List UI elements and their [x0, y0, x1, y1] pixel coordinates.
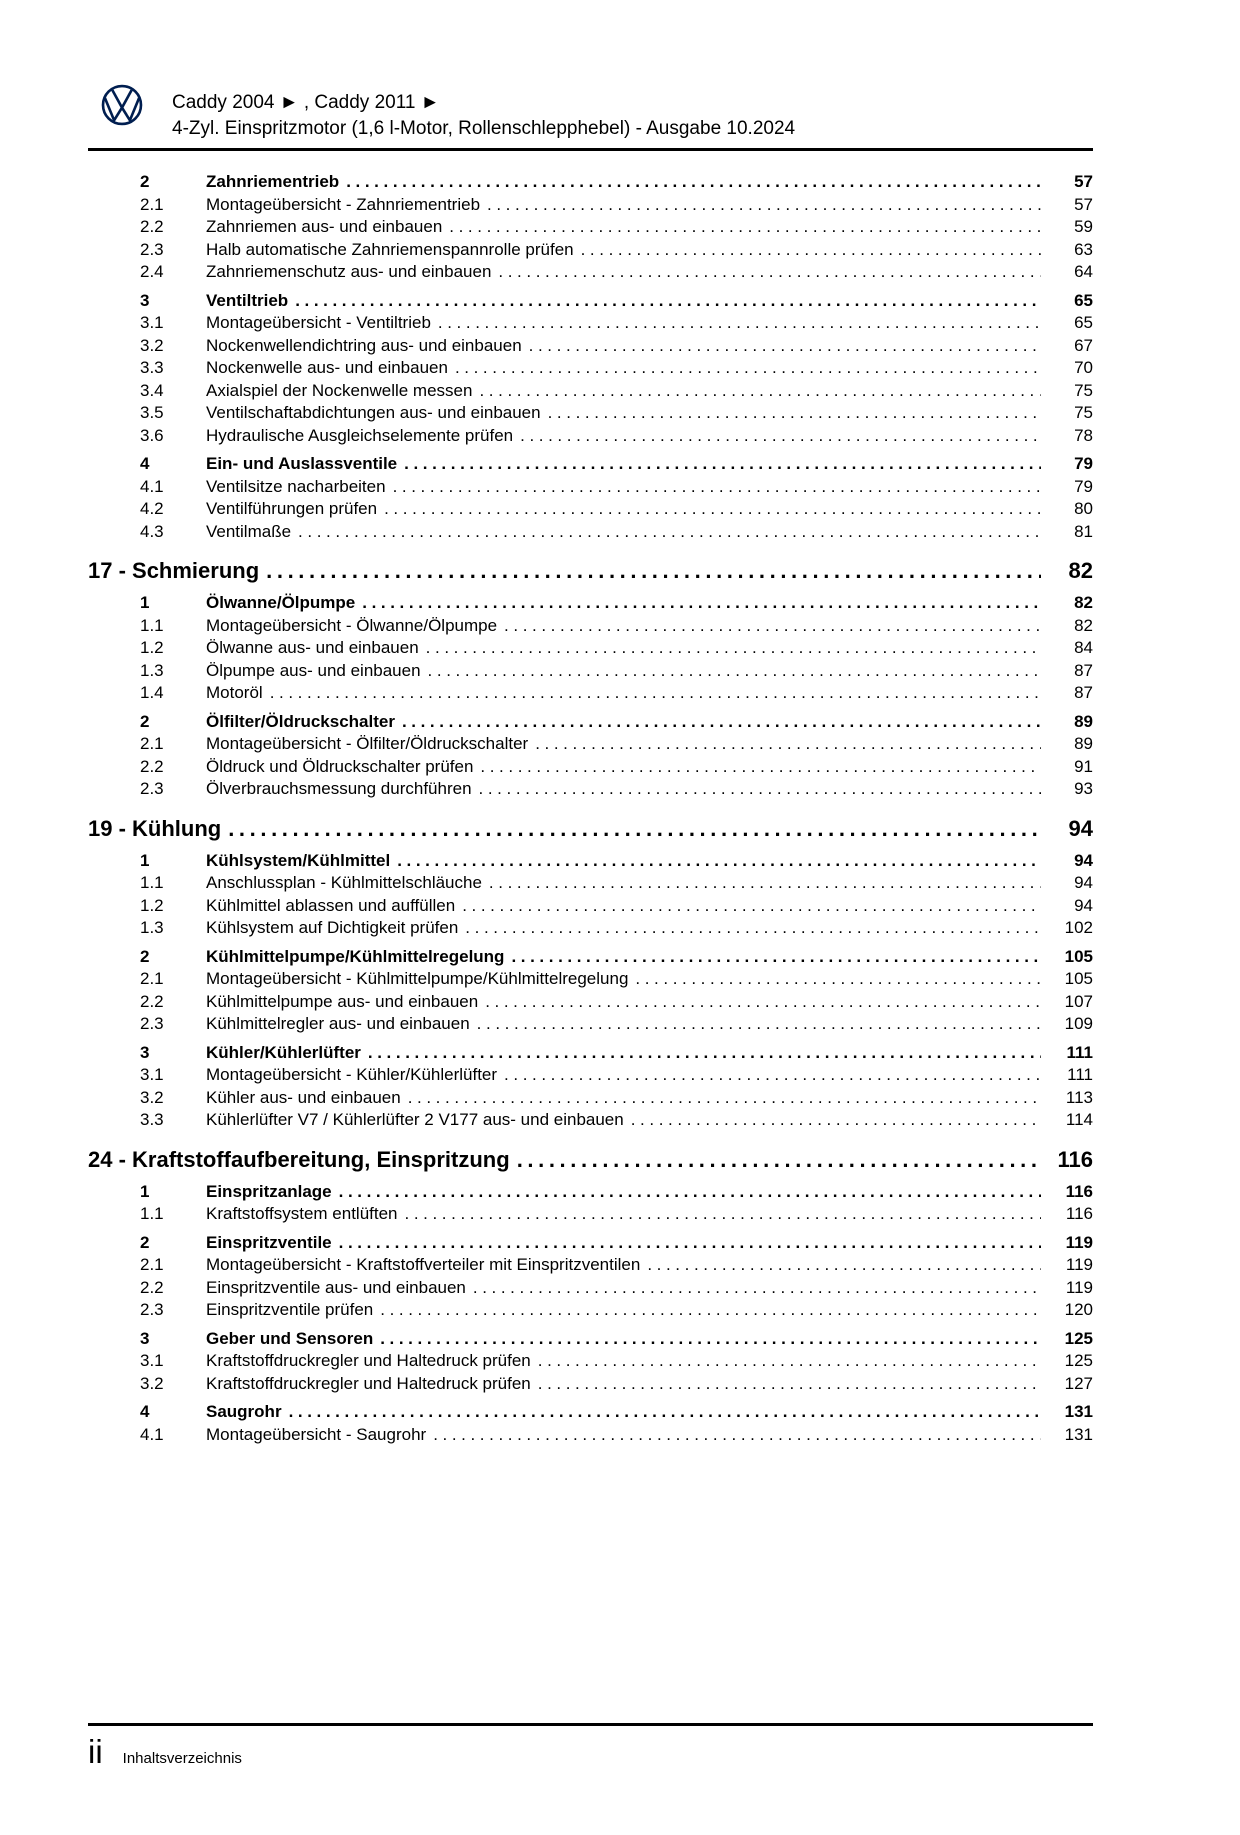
toc-page-number: 131: [1064, 1402, 1093, 1421]
toc-page-number: 131: [1064, 1424, 1093, 1444]
toc-entry-row: [88, 425, 1093, 448]
toc-entry-number: 2: [140, 172, 150, 191]
dot-leader: [298, 521, 1041, 544]
toc-entry-title: Ventilsitze nacharbeiten: [206, 476, 386, 496]
toc-page-number: 87: [1074, 660, 1093, 680]
toc-entry-number: 3.5: [140, 403, 164, 422]
toc-entry-title: Kühler aus- und einbauen: [206, 1087, 401, 1107]
toc-entry-number: 2.2: [140, 1277, 164, 1297]
toc-entry-title: Ventilmaße: [206, 521, 292, 541]
toc-page-number: 93: [1074, 779, 1093, 798]
toc-entry-number: 3: [140, 290, 150, 310]
toc-page-number: 91: [1074, 756, 1093, 776]
toc-page-number: 119: [1065, 1232, 1093, 1252]
toc-entry-title: Motoröl: [206, 683, 263, 702]
toc-entry-row: [88, 312, 1093, 335]
dot-leader: [397, 850, 1041, 873]
footer-label: Inhaltsverzeichnis: [122, 1750, 242, 1767]
dot-leader: [480, 756, 1041, 779]
toc-entry-row: [88, 171, 1093, 194]
toc-entry-title: Ein- und Auslassventile: [206, 454, 398, 473]
dot-leader: [479, 778, 1041, 801]
toc-page-number: 84: [1074, 638, 1093, 657]
toc-entry-number: 3.1: [140, 1351, 164, 1370]
toc-entry-row: [88, 682, 1093, 705]
toc-page-number: 94: [1068, 815, 1093, 841]
dot-leader: [504, 1064, 1041, 1087]
toc-entry-row: [88, 357, 1093, 380]
dot-leader: [581, 239, 1041, 262]
dot-leader: [428, 660, 1041, 683]
toc-entry-title: Ölpumpe aus- und einbauen: [206, 660, 421, 680]
dot-leader: [380, 1328, 1041, 1351]
toc-entry-title: Kraftstoffdruckregler und Haltedruck prüfen: [206, 1373, 531, 1393]
dot-leader: [266, 557, 1041, 585]
toc-page-number: 114: [1065, 1110, 1093, 1129]
page-footer: [88, 1723, 1093, 1769]
toc-page-number: 113: [1065, 1087, 1093, 1107]
toc-entry-row: [88, 592, 1093, 615]
toc-page-number: 105: [1064, 969, 1093, 988]
toc-entry-title: Kühler/Kühlerlüfter: [206, 1042, 361, 1062]
toc-entry-title: Halb automatische Zahnriemenspannrolle prüfen: [206, 239, 574, 259]
dot-leader: [511, 946, 1041, 969]
toc-entry-row: [88, 1013, 1093, 1036]
toc-entry-number: 1.1: [140, 615, 164, 635]
toc-entry-number: 3.1: [140, 313, 164, 332]
dot-leader: [462, 895, 1041, 918]
toc-entry-title: Zahnriemenschutz aus- und einbauen: [206, 262, 492, 281]
toc-page-number: 89: [1074, 734, 1093, 753]
dot-leader: [473, 1277, 1041, 1300]
toc-entry-title: Montageübersicht - Kraftstoffverteiler mit Einspritzventilen: [206, 1255, 641, 1274]
toc-entry-row: [88, 1203, 1093, 1226]
toc-entry-number: 2.1: [140, 1255, 164, 1274]
toc-entry-number: 4.1: [140, 1424, 164, 1444]
dot-leader: [384, 498, 1041, 521]
dot-leader: [548, 402, 1041, 425]
toc-chapter-row: [88, 1146, 1093, 1174]
toc-entry-row: [88, 335, 1093, 358]
toc-entry-row: [88, 498, 1093, 521]
toc-page-number: 78: [1074, 425, 1093, 445]
toc-entry-title: Kraftstoffsystem entlüften: [206, 1204, 398, 1223]
dot-leader: [485, 991, 1041, 1014]
toc-entry-title: Ölwanne/Ölpumpe: [206, 593, 356, 612]
dot-leader: [438, 312, 1041, 335]
toc-entry-row: [88, 1087, 1093, 1110]
toc-entry-row: [88, 521, 1093, 544]
dot-leader: [479, 380, 1041, 403]
toc-page-number: 125: [1064, 1328, 1093, 1348]
toc-page-number: 65: [1074, 313, 1093, 332]
toc-entry-title: Montageübersicht - Kühlmittelpumpe/Kühlmittelregelung: [206, 969, 629, 988]
toc-entry-number: 3.1: [140, 1065, 164, 1084]
footer-page-number: ii: [88, 1733, 103, 1770]
toc-chapter-title: 17 - Schmierung: [88, 558, 260, 583]
toc-page-number: 119: [1065, 1277, 1093, 1297]
toc-page-number: 82: [1074, 615, 1093, 635]
vw-logo-icon: [101, 84, 143, 131]
dot-leader: [465, 917, 1041, 940]
toc-entry-number: 1: [140, 850, 150, 870]
toc-entry-number: 2.4: [140, 262, 164, 281]
dot-leader: [346, 171, 1041, 194]
dot-leader: [487, 194, 1041, 217]
dot-leader: [517, 1146, 1041, 1174]
toc-entry-title: Zahnriemen aus- und einbauen: [206, 217, 443, 236]
toc-entry-row: [88, 1042, 1093, 1065]
toc-entry-title: Kraftstoffdruckregler und Haltedruck prüfen: [206, 1351, 531, 1370]
dot-leader: [405, 1203, 1042, 1226]
toc-entry-row: [88, 239, 1093, 262]
dot-leader: [339, 1181, 1041, 1204]
toc-entry-row: [88, 1232, 1093, 1255]
toc-entry-title: Axialspiel der Nockenwelle messen: [206, 380, 473, 400]
toc-page-number: 111: [1066, 1042, 1093, 1062]
dot-leader: [426, 637, 1041, 660]
dot-leader: [647, 1254, 1041, 1277]
toc-page-number: 105: [1064, 946, 1093, 966]
toc-page-number: 70: [1074, 358, 1093, 377]
toc-entry-number: 1: [140, 593, 150, 612]
toc: [88, 171, 1093, 1446]
dot-leader: [535, 733, 1041, 756]
toc-entry-title: Montageübersicht - Ölfilter/Öldruckschalter: [206, 734, 529, 753]
dot-leader: [289, 1401, 1041, 1424]
toc-entry-title: Nockenwelle aus- und einbauen: [206, 358, 448, 377]
dot-leader: [295, 290, 1041, 313]
toc-entry-row: [88, 850, 1093, 873]
toc-entry-number: 2.1: [140, 969, 164, 988]
toc-entry-title: Saugrohr: [206, 1402, 282, 1421]
toc-entry-number: 2.3: [140, 779, 164, 798]
toc-page-number: 102: [1064, 918, 1093, 937]
toc-entry-number: 3.3: [140, 1110, 164, 1129]
toc-page-number: 111: [1067, 1065, 1093, 1084]
toc-page-number: 87: [1074, 683, 1093, 702]
dot-leader: [529, 335, 1041, 358]
toc-page-number: 79: [1074, 454, 1093, 473]
toc-entry-number: 3.2: [140, 335, 164, 355]
dot-leader: [477, 1013, 1041, 1036]
toc-entry-number: 2.2: [140, 217, 164, 236]
toc-entry-row: [88, 1328, 1093, 1351]
toc-entry-title: Nockenwellendichtring aus- und einbauen: [206, 335, 522, 355]
toc-page-number: 125: [1064, 1351, 1093, 1370]
toc-entry-row: [88, 660, 1093, 683]
toc-entry-row: [88, 453, 1093, 476]
dot-leader: [393, 476, 1041, 499]
toc-entry-title: Einspritzventile: [206, 1232, 332, 1252]
toc-entry-number: 1.3: [140, 918, 164, 937]
toc-entry-number: 1.2: [140, 638, 164, 657]
toc-entry-row: [88, 733, 1093, 756]
toc-page-number: 67: [1074, 335, 1093, 355]
toc-entry-number: 3: [140, 1328, 150, 1348]
toc-page-number: 75: [1074, 403, 1093, 422]
toc-entry-title: Kühlsystem auf Dichtigkeit prüfen: [206, 918, 459, 937]
toc-entry-row: [88, 476, 1093, 499]
dot-leader: [270, 682, 1041, 705]
toc-entry-title: Anschlussplan - Kühlmittelschläuche: [206, 873, 482, 892]
toc-entry-row: [88, 290, 1093, 313]
toc-chapter-title: 24 - Kraftstoffaufbereitung, Einspritzung: [88, 1146, 510, 1172]
toc-entry-row: [88, 1350, 1093, 1373]
toc-entry-row: [88, 1424, 1093, 1447]
toc-page-number: 107: [1064, 991, 1093, 1011]
toc-page-number: 59: [1074, 217, 1093, 236]
toc-entry-number: 2.1: [140, 734, 164, 753]
toc-page-number: 116: [1057, 1146, 1093, 1172]
toc-page-number: 94: [1074, 895, 1093, 915]
toc-entry-title: Ölverbrauchsmessung durchführen: [206, 779, 472, 798]
toc-chapter-title: 19 - Kühlung: [88, 815, 222, 841]
toc-entry-number: 4.1: [140, 476, 164, 496]
toc-entry-number: 2: [140, 946, 150, 966]
toc-entry-title: Kühlsystem/Kühlmittel: [206, 850, 391, 870]
toc-page-number: 81: [1074, 521, 1093, 541]
toc-entry-row: [88, 968, 1093, 991]
toc-page-number: 116: [1065, 1181, 1093, 1201]
toc-entry-row: [88, 615, 1093, 638]
toc-entry-number: 3.6: [140, 425, 164, 445]
dot-leader: [339, 1232, 1041, 1255]
toc-page-number: 116: [1065, 1204, 1093, 1223]
toc-entry-row: [88, 637, 1093, 660]
dot-leader: [433, 1424, 1041, 1447]
toc-entry-row: [88, 1401, 1093, 1424]
toc-entry-title: Einspritzventile prüfen: [206, 1300, 374, 1319]
toc-page-number: 64: [1074, 262, 1093, 281]
toc-entry-title: Montageübersicht - Saugrohr: [206, 1424, 427, 1444]
toc-page-number: 94: [1074, 873, 1093, 892]
toc-entry-row: [88, 1109, 1093, 1132]
dot-leader: [380, 1299, 1041, 1322]
header-model-line: Caddy 2004 ► , Caddy 2011 ►: [172, 92, 440, 113]
toc-entry-title: Ventilschaftabdichtungen aus- und einbauen: [206, 403, 541, 422]
toc-entry-number: 4: [140, 454, 150, 473]
toc-entry-row: [88, 402, 1093, 425]
toc-entry-number: 2.2: [140, 756, 164, 776]
toc-entry-title: Ölwanne aus- und einbauen: [206, 638, 419, 657]
toc-entry-title: Kühlmittelpumpe/Kühlmittelregelung: [206, 946, 505, 966]
footer-rule: [88, 1723, 1093, 1726]
toc-entry-number: 3: [140, 1042, 150, 1062]
toc-entry-number: 4.2: [140, 499, 164, 518]
toc-entry-row: [88, 895, 1093, 918]
toc-entry-number: 3.2: [140, 1373, 164, 1393]
toc-entry-number: 1.4: [140, 683, 164, 702]
toc-entry-number: 4: [140, 1402, 150, 1421]
toc-page-number: 94: [1074, 850, 1093, 870]
toc-entry-row: [88, 917, 1093, 940]
toc-entry-title: Ventilführungen prüfen: [206, 499, 378, 518]
toc-entry-row: [88, 1277, 1093, 1300]
toc-entry-row: [88, 216, 1093, 239]
toc-entry-row: [88, 1299, 1093, 1322]
toc-entry-number: 1.3: [140, 660, 164, 680]
dot-leader: [498, 261, 1041, 284]
toc-entry-title: Kühlmittel ablassen und auffüllen: [206, 895, 456, 915]
toc-page-number: 119: [1065, 1255, 1093, 1274]
toc-page-number: 80: [1074, 499, 1093, 518]
toc-entry-row: [88, 1373, 1093, 1396]
toc-entry-title: Kühlerlüfter V7 / Kühlerlüfter 2 V177 aus- und einbauen: [206, 1110, 624, 1129]
toc-entry-number: 3.4: [140, 380, 164, 400]
header-text: [172, 90, 795, 142]
toc-entry-title: Kühlmittelregler aus- und einbauen: [206, 1014, 470, 1033]
toc-entry-row: [88, 778, 1093, 801]
toc-entry-number: 1.1: [140, 1204, 164, 1223]
toc-entry-title: Hydraulische Ausgleichselemente prüfen: [206, 425, 514, 445]
dot-leader: [504, 615, 1041, 638]
toc-chapter-row: [88, 557, 1093, 585]
toc-entry-row: [88, 756, 1093, 779]
dot-leader: [489, 872, 1041, 895]
toc-entry-title: Öldruck und Öldruckschalter prüfen: [206, 756, 474, 776]
toc-entry-title: Montageübersicht - Zahnriementrieb: [206, 194, 481, 214]
header-rule: [88, 148, 1093, 151]
toc-entry-row: [88, 872, 1093, 895]
toc-entry-number: 3.2: [140, 1087, 164, 1107]
toc-page-number: 82: [1068, 558, 1093, 583]
toc-entry-number: 2.3: [140, 1014, 164, 1033]
toc-entry-title: Montageübersicht - Ventiltrieb: [206, 313, 431, 332]
dot-leader: [404, 453, 1041, 476]
toc-entry-number: 2: [140, 711, 150, 731]
toc-page-number: 109: [1064, 1014, 1093, 1033]
dot-leader: [538, 1373, 1041, 1396]
dot-leader: [368, 1042, 1041, 1065]
page-header: [101, 82, 1093, 142]
dot-leader: [631, 1109, 1041, 1132]
toc-entry-row: [88, 380, 1093, 403]
toc-entry-title: Montageübersicht - Ölwanne/Ölpumpe: [206, 615, 498, 635]
toc-entry-title: Zahnriementrieb: [206, 172, 340, 191]
dot-leader: [402, 711, 1041, 734]
toc-entry-number: 2.3: [140, 1300, 164, 1319]
header-subtitle: 4-Zyl. Einspritzmotor (1,6 l-Motor, Rollenschlepphebel) - Ausgabe 10.2024: [172, 118, 796, 139]
toc-page-number: 89: [1074, 711, 1093, 731]
toc-entry-row: [88, 1064, 1093, 1087]
toc-entry-number: 3.3: [140, 358, 164, 377]
toc-page-number: 79: [1074, 476, 1093, 496]
toc-chapter-row: [88, 815, 1093, 843]
dot-leader: [449, 216, 1041, 239]
toc-entry-title: Ventiltrieb: [206, 290, 289, 310]
toc-entry-number: 2.1: [140, 194, 164, 214]
toc-entry-title: Ölfilter/Öldruckschalter: [206, 711, 395, 731]
toc-entry-row: [88, 194, 1093, 217]
toc-page-number: 120: [1064, 1300, 1093, 1319]
toc-page-number: 127: [1064, 1373, 1093, 1393]
toc-entry-row: [88, 1254, 1093, 1277]
toc-entry-number: 1.1: [140, 873, 164, 892]
dot-leader: [635, 968, 1041, 991]
toc-entry-row: [88, 711, 1093, 734]
toc-entry-number: 1.2: [140, 895, 164, 915]
toc-page-number: 75: [1074, 380, 1093, 400]
toc-entry-number: 4.3: [140, 521, 164, 541]
dot-leader: [520, 425, 1041, 448]
toc-entry-title: Einspritzventile aus- und einbauen: [206, 1277, 466, 1297]
toc-entry-row: [88, 261, 1093, 284]
toc-entry-row: [88, 1181, 1093, 1204]
toc-page-number: 57: [1074, 194, 1093, 214]
toc-entry-number: 2.3: [140, 239, 164, 259]
toc-entry-row: [88, 946, 1093, 969]
toc-entry-title: Einspritzanlage: [206, 1181, 332, 1201]
toc-page-number: 63: [1074, 239, 1093, 259]
dot-leader: [228, 815, 1041, 843]
dot-leader: [408, 1087, 1041, 1110]
toc-page-number: 65: [1074, 290, 1093, 310]
toc-entry-number: 1: [140, 1181, 150, 1201]
toc-entry-number: 2: [140, 1232, 150, 1252]
toc-entry-row: [88, 991, 1093, 1014]
dot-leader: [455, 357, 1041, 380]
toc-entry-title: Montageübersicht - Kühler/Kühlerlüfter: [206, 1065, 498, 1084]
toc-entry-title: Geber und Sensoren: [206, 1328, 374, 1348]
dot-leader: [538, 1350, 1041, 1373]
toc-page-number: 82: [1074, 593, 1093, 612]
dot-leader: [362, 592, 1041, 615]
toc-page-number: 57: [1074, 172, 1093, 191]
toc-entry-title: Kühlmittelpumpe aus- und einbauen: [206, 991, 479, 1011]
toc-entry-number: 2.2: [140, 991, 164, 1011]
